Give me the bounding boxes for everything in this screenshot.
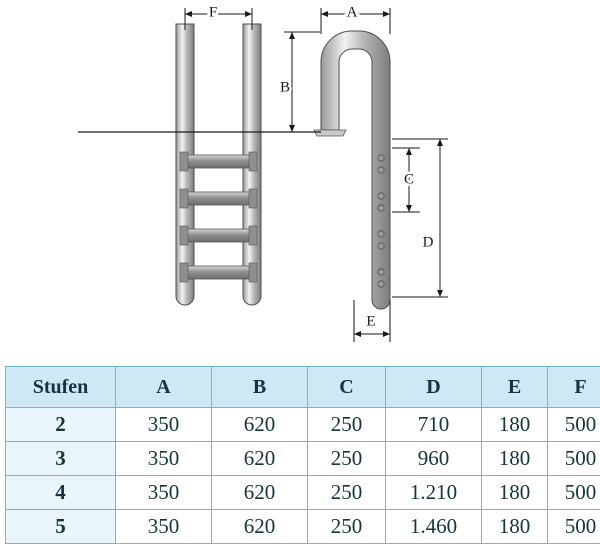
cell-stufen: 2	[6, 408, 116, 442]
dimension-label-A: A	[346, 4, 358, 21]
cell-e: 180	[482, 408, 548, 442]
cell-f: 500	[548, 510, 600, 544]
cell-b: 620	[212, 442, 308, 476]
table-header-stufen: Stufen	[6, 367, 116, 408]
cell-stufen: 4	[6, 476, 116, 510]
cell-d: 710	[386, 408, 482, 442]
dimension-label-E: E	[366, 313, 376, 330]
cell-f: 500	[548, 408, 600, 442]
handrail-assembly	[314, 31, 390, 309]
dimension-label-B: B	[279, 79, 291, 96]
ladder-left-assembly	[176, 24, 261, 305]
cell-c: 250	[308, 442, 386, 476]
cell-e: 180	[482, 476, 548, 510]
dimension-label-C: C	[403, 171, 415, 188]
cell-f: 500	[548, 442, 600, 476]
specification-table	[5, 366, 600, 544]
cell-d: 960	[386, 442, 482, 476]
dimension-label-D: D	[422, 234, 434, 251]
cell-a: 350	[116, 476, 212, 510]
cell-a: 350	[116, 408, 212, 442]
cell-a: 350	[116, 442, 212, 476]
table-header-c: C	[308, 367, 386, 408]
cell-c: 250	[308, 408, 386, 442]
table-header-e: E	[482, 367, 548, 408]
cell-b: 620	[212, 408, 308, 442]
cell-b: 620	[212, 510, 308, 544]
table-row	[6, 476, 600, 510]
table-header-d: D	[386, 367, 482, 408]
cell-e: 180	[482, 510, 548, 544]
cell-d: 1.460	[386, 510, 482, 544]
table-row	[6, 408, 600, 442]
dimension-label-F: F	[208, 4, 218, 21]
cell-f: 500	[548, 476, 600, 510]
cell-stufen: 3	[6, 442, 116, 476]
cell-c: 250	[308, 510, 386, 544]
cell-c: 250	[308, 476, 386, 510]
table-header-row	[6, 367, 600, 408]
cell-d: 1.210	[386, 476, 482, 510]
specification-table-container	[5, 366, 595, 544]
cell-stufen: 5	[6, 510, 116, 544]
table-header-b: B	[212, 367, 308, 408]
table-row	[6, 442, 600, 476]
table-header-a: A	[116, 367, 212, 408]
table-header-f: F	[548, 367, 600, 408]
cell-e: 180	[482, 442, 548, 476]
cell-b: 620	[212, 476, 308, 510]
table-row	[6, 510, 600, 544]
cell-a: 350	[116, 510, 212, 544]
